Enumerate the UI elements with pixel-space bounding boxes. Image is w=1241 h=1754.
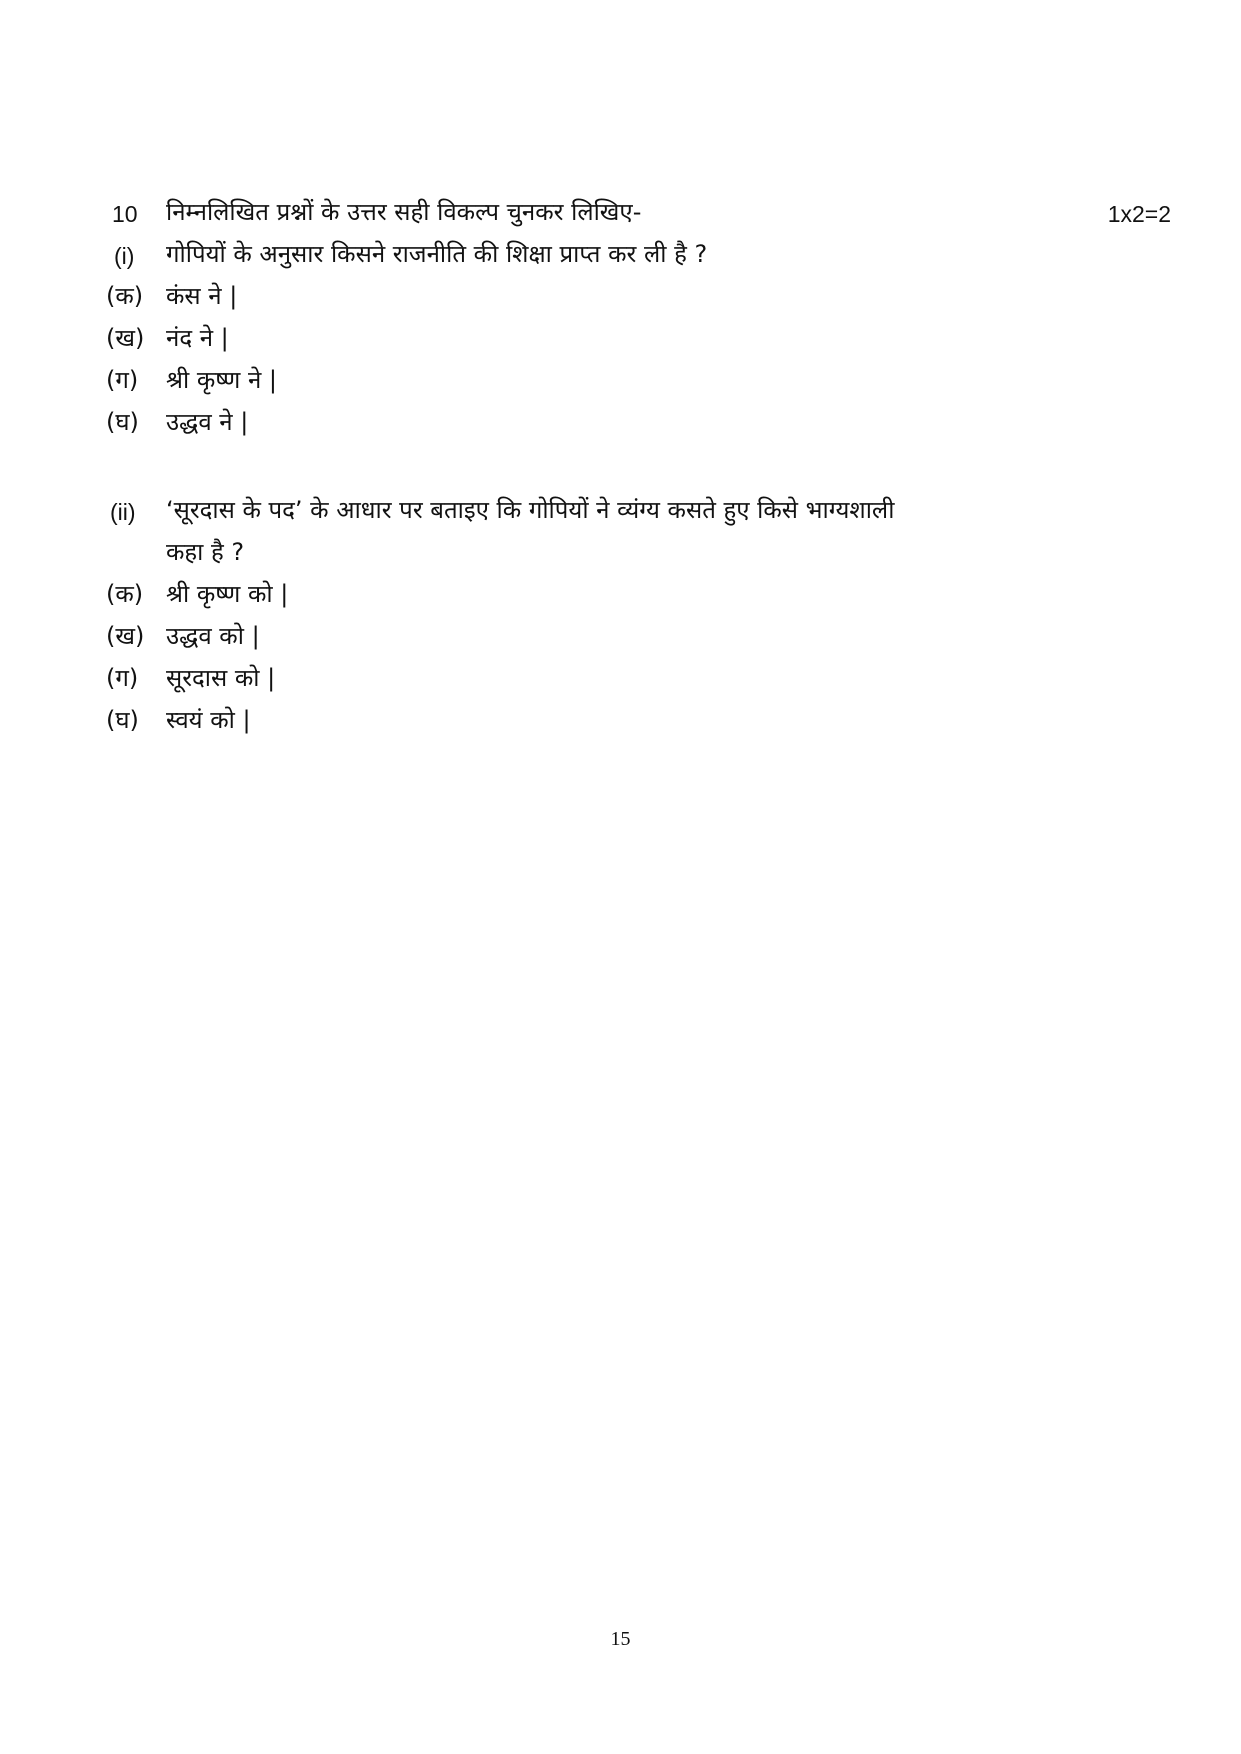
option-text: श्री कृष्ण को | — [166, 580, 289, 608]
option-label: (ख) — [106, 324, 145, 352]
option-text: उद्धव को | — [166, 622, 260, 650]
option-text: उद्धव ने | — [166, 408, 249, 436]
option-label: (क) — [106, 580, 144, 608]
question-marks: 1x2=2 — [1107, 201, 1171, 227]
question-instruction: निम्नलिखित प्रश्नों के उत्तर सही विकल्प चुनकर लिखिए- — [166, 198, 642, 226]
question-number: 10 — [112, 201, 138, 227]
option-text: नंद ने | — [166, 324, 229, 352]
option-label: (ग) — [106, 664, 139, 692]
option-label: (घ) — [106, 706, 139, 734]
part-question-text-continued: कहा है ? — [166, 538, 245, 566]
option-label: (ग) — [106, 366, 139, 394]
part-label: (ii) — [110, 499, 136, 525]
option-text: स्वयं को | — [166, 706, 251, 734]
option-label: (घ) — [106, 408, 139, 436]
option-label: (ख) — [106, 622, 145, 650]
part-label: (i) — [114, 243, 135, 269]
option-text: श्री कृष्ण ने | — [166, 366, 278, 394]
part-question-text: गोपियों के अनुसार किसने राजनीति की शिक्षा प्राप्त कर ली है ? — [166, 240, 708, 268]
option-text: कंस ने | — [166, 282, 238, 310]
part-question-text: ‘सूरदास के पद’ के आधार पर बताइए कि गोपियों ने व्यंग्य कसते हुए किसे भाग्यशाली — [166, 496, 895, 524]
page-number: 15 — [610, 1628, 631, 1650]
option-text: सूरदास को | — [166, 664, 276, 692]
option-label: (क) — [106, 282, 144, 310]
